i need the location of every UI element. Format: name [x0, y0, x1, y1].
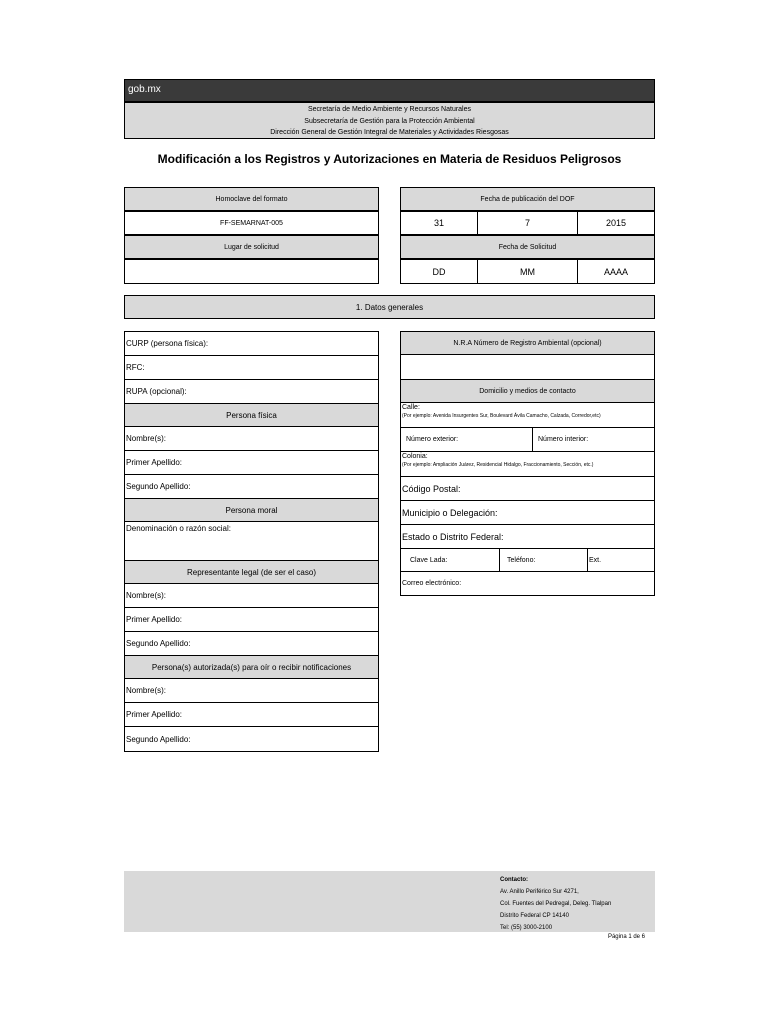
pf-segundo-apellido-field[interactable]: Segundo Apellido:	[124, 474, 379, 499]
fecha-solicitud-label: Fecha de Solicitud	[400, 235, 655, 259]
nra-field[interactable]	[400, 354, 655, 380]
contact-phone: Tel: (55) 3000-2100	[500, 925, 553, 931]
homoclave-label: Homoclave del formato	[124, 187, 379, 211]
rfc-field[interactable]: RFC:	[124, 355, 379, 380]
contacto-label: Contacto:	[500, 877, 528, 883]
lugar-field[interactable]	[124, 259, 379, 284]
municipio-field[interactable]: Municipio o Delegación:	[400, 500, 655, 525]
page-number: Página 1 de 6	[607, 934, 645, 940]
solicitud-year[interactable]: AAAA	[577, 259, 655, 284]
contact-address-2: Col. Fuentes del Pedregal, Deleg. Tlalpan	[500, 901, 612, 907]
contact-address-1: Av. Anillo Periférico Sur 4271,	[500, 889, 579, 895]
persona-fisica-header: Persona física	[124, 403, 379, 427]
agency-line-3: Dirección General de Gestión Integral de Materiales y Actividades Riesgosas	[270, 129, 509, 136]
rupa-field[interactable]: RUPA (opcional):	[124, 379, 379, 404]
dof-month: 7	[477, 211, 578, 235]
telefono-field[interactable]: Teléfono:	[499, 548, 588, 572]
calle-hint: (Por ejemplo: Avenida Insurgentes Sur, Boulevard Ávila Camacho, Calzada, Corredor,etc)	[402, 413, 601, 419]
dof-day: 31	[400, 211, 478, 235]
pa-nombre-field[interactable]: Nombre(s):	[124, 678, 379, 703]
ext-field[interactable]: Ext.	[587, 548, 655, 572]
numero-interior-field[interactable]: Número interior:	[532, 427, 655, 452]
nra-header: N.R.A Número de Registro Ambiental (opcional)	[400, 331, 655, 355]
persona-moral-header: Persona moral	[124, 498, 379, 522]
pf-primer-apellido-field[interactable]: Primer Apellido:	[124, 450, 379, 475]
denominacion-field[interactable]: Denominación o razón social:	[124, 521, 379, 561]
domicilio-header: Domicilio y medios de contacto	[400, 379, 655, 403]
representante-legal-header: Representante legal (de ser el caso)	[124, 560, 379, 584]
agency-line-2: Subsecretaría de Gestión para la Protección Ambiental	[304, 117, 475, 125]
pa-primer-apellido-field[interactable]: Primer Apellido:	[124, 702, 379, 727]
agency-line-1: Secretaría de Medio Ambiente y Recursos Naturales	[307, 106, 472, 113]
calle-label: Calle:	[402, 404, 420, 411]
pa-segundo-apellido-field[interactable]: Segundo Apellido:	[124, 726, 379, 752]
contact-address-3: Distrito Federal CP 14140	[500, 913, 569, 919]
solicitud-month[interactable]: MM	[477, 259, 578, 284]
rl-segundo-apellido-field[interactable]: Segundo Apellido:	[124, 631, 379, 656]
rl-nombre-field[interactable]: Nombre(s):	[124, 583, 379, 608]
page-title: Modificación a los Registros y Autorizaciones en Materia de Residuos Peligrosos	[157, 152, 622, 166]
colonia-field[interactable]	[400, 451, 655, 477]
personas-autorizadas-header: Persona(s) autorizada(s) para oír o recibir notificaciones	[124, 655, 379, 679]
solicitud-day[interactable]: DD	[400, 259, 478, 284]
pf-nombre-field[interactable]: Nombre(s):	[124, 426, 379, 451]
estado-field[interactable]: Estado o Distrito Federal:	[400, 524, 655, 549]
agency-header	[124, 102, 655, 139]
gob-header-bar	[124, 79, 655, 102]
dof-year: 2015	[577, 211, 655, 235]
lugar-label: Lugar de solicitud	[124, 235, 379, 259]
correo-field[interactable]: Correo electrónico:	[400, 571, 655, 596]
dof-label: Fecha de publicación del DOF	[400, 187, 655, 211]
section-datos-generales: 1. Datos generales	[124, 295, 655, 319]
rl-primer-apellido-field[interactable]: Primer Apellido:	[124, 607, 379, 632]
curp-field[interactable]: CURP (persona física):	[124, 331, 379, 356]
colonia-hint: (Por ejemplo: Ampliación Juárez, Residencial Hidalgo, Fraccionamiento, Sección, etc.)	[402, 462, 594, 468]
homoclave-value: FF-SEMARNAT-005	[124, 211, 379, 235]
numero-exterior-field[interactable]: Número exterior:	[400, 427, 533, 452]
calle-field[interactable]	[400, 402, 655, 428]
colonia-label: Colonia:	[402, 453, 428, 460]
contact-info	[500, 874, 611, 934]
codigo-postal-field[interactable]: Código Postal:	[400, 476, 655, 501]
gob-logo: gob.mx	[128, 84, 161, 95]
contact-footer	[124, 871, 655, 932]
clave-lada-field[interactable]: Clave Lada:	[400, 548, 500, 572]
